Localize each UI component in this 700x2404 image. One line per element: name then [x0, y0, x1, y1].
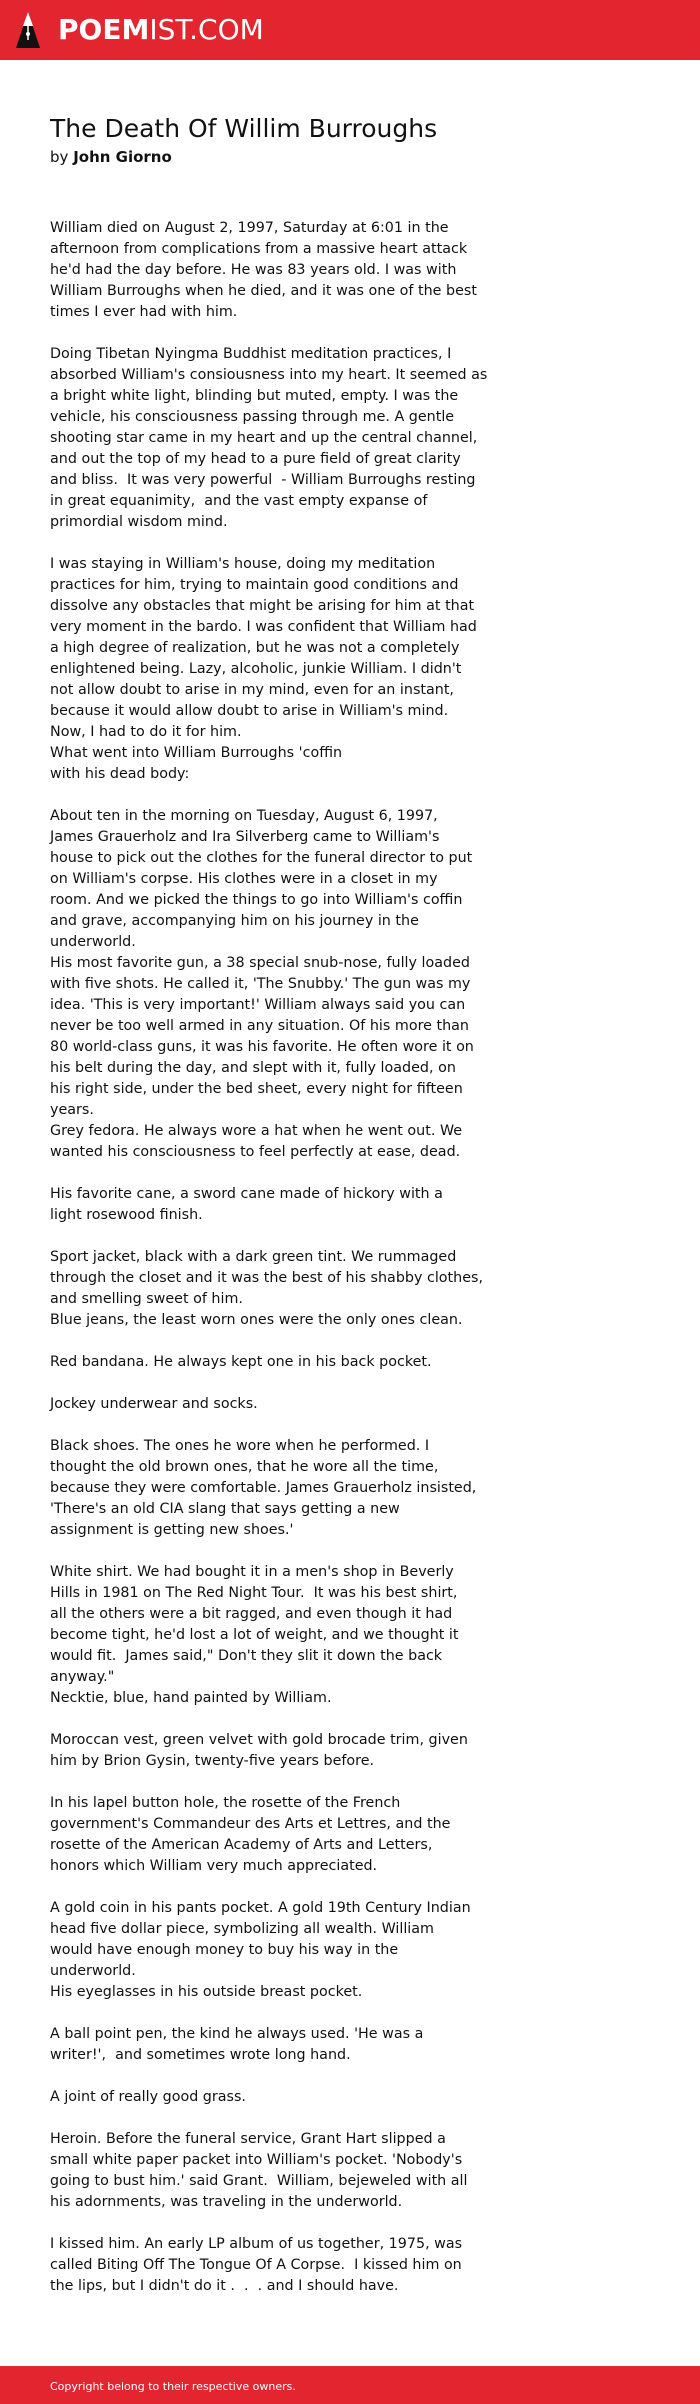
stanza-break [50, 1541, 480, 1562]
copyright-notice: Copyright belong to their respective owners. [50, 2380, 296, 2393]
poem-line: His most favorite gun, a 38 special snub-nose, fully loaded [50, 955, 470, 971]
poem-line: Red bandana. He always kept one in his back pocket. [50, 1354, 432, 1370]
poem-line: years. [50, 1102, 94, 1118]
poem-line: rosette of the American Academy of Arts and Letters, [50, 1837, 433, 1853]
poem-line: William died on August 2, 1997, Saturday at 6:01 in the [50, 220, 449, 236]
poem-line: I kissed him. An early LP album of us together, 1975, was [50, 2236, 463, 2252]
stanza-break [50, 2213, 480, 2234]
stanza-break [50, 2066, 480, 2087]
brand-light: IST.COM [149, 13, 264, 46]
poem-line: all the others were a bit ragged, and even though it had [50, 1606, 453, 1622]
stanza-break [50, 2003, 480, 2024]
poem-line: his belt during the day, and slept with it, fully loaded, on [50, 1060, 456, 1076]
poem-line: Blue jeans, the least worn ones were the only ones clean. [50, 1312, 463, 1328]
poem-line: because it would allow doubt to arise in William's mind. [50, 703, 449, 719]
poem-line: small white paper packet into William's pocket. 'Nobody's [50, 2152, 463, 2168]
poem-line: 80 world-class guns, it was his favorite. He often wore it on [50, 1039, 474, 1055]
poem-line: and bliss. It was very powerful - William Burroughs resting [50, 472, 476, 488]
brand-bold: POEM [58, 13, 150, 46]
poem-line: become tight, he'd lost a lot of weight, and we thought it [50, 1627, 459, 1643]
poem-line: Grey fedora. He always wore a hat when he went out. We [50, 1123, 463, 1139]
author-name: John Giorno [73, 148, 172, 166]
site-header [0, 0, 700, 60]
stanza-break [50, 1373, 480, 1394]
poem-line: Moroccan vest, green velvet with gold brocade trim, given [50, 1732, 468, 1748]
poem-line: through the closet and it was the best of his shabby clothes, [50, 1270, 484, 1286]
poem-line: a high degree of realization, but he was not a completely [50, 640, 460, 656]
poem-body [50, 218, 488, 2297]
poem-line: his adornments, was traveling in the underworld. [50, 2194, 403, 2210]
poem-line: honors which William very much appreciated. [50, 1858, 378, 1874]
poem-line: and out the top of my head to a pure field of great clarity [50, 451, 461, 467]
poem-line: head five dollar piece, symbolizing all wealth. William [50, 1921, 434, 1937]
poem-line: William Burroughs when he died, and it was one of the best [50, 283, 477, 299]
poem-line: would have enough money to buy his way in the [50, 1942, 399, 1958]
stanza-break [50, 1877, 480, 1898]
poem-line: primordial wisdom mind. [50, 514, 228, 530]
poem-line: and grave, accompanying him on his journey in the [50, 913, 419, 929]
stanza-break [50, 785, 480, 806]
poem-line: Jockey underwear and socks. [50, 1396, 258, 1412]
poem-line: Necktie, blue, hand painted by William. [50, 1690, 332, 1706]
stanza-break [50, 1772, 480, 1793]
poem-line: Heroin. Before the funeral service, Grant Hart slipped a [50, 2131, 446, 2147]
pen-nib-icon [14, 10, 42, 50]
poem-line: underworld. [50, 1963, 136, 1979]
poem-line: I was staying in William's house, doing my meditation [50, 556, 436, 572]
poem-line: would fit. James said," Don't they slit it down the back [50, 1648, 443, 1664]
poem-line: government's Commandeur des Arts et Lettres, and the [50, 1816, 451, 1832]
poem-title: The Death Of Willim Burroughs [50, 114, 438, 143]
poem-line: A ball point pen, the kind he always used. 'He was a [50, 2026, 424, 2042]
stanza-break [50, 2108, 480, 2129]
stanza-break [50, 1709, 480, 1730]
stanza-break [50, 533, 480, 554]
poem-line: house to pick out the clothes for the funeral director to put [50, 850, 473, 866]
poem-line: James Grauerholz and Ira Silverberg came to William's [50, 829, 440, 845]
poem-line: him by Brion Gysin, twenty-five years before. [50, 1753, 375, 1769]
poem-line: dissolve any obstacles that might be arising for him at that [50, 598, 475, 614]
poem-line: enlightened being. Lazy, alcoholic, junkie William. I didn't [50, 661, 462, 677]
poem-line: shooting star came in my heart and up the central channel, [50, 430, 478, 446]
poem-line: because they were comfortable. James Grauerholz insisted, [50, 1480, 477, 1496]
poem-line: Hills in 1981 on The Red Night Tour. It was his best shirt, [50, 1585, 458, 1601]
poem-line: 'There's an old CIA slang that says getting a new [50, 1501, 400, 1517]
poem-line: Sport jacket, black with a dark green tint. We rummaged [50, 1249, 457, 1265]
poem-line: White shirt. We had bought it in a men's shop in Beverly [50, 1564, 454, 1580]
byline [50, 148, 172, 166]
stanza-break [50, 1226, 480, 1247]
poem-line: What went into William Burroughs 'coffin [50, 745, 343, 761]
poem-line: afternoon from complications from a massive heart attack [50, 241, 468, 257]
poem-line: Now, I had to do it for him. [50, 724, 242, 740]
site-brand [58, 10, 264, 50]
poem-line: A gold coin in his pants pocket. A gold 19th Century Indian [50, 1900, 471, 1916]
poem-line: called Biting Off The Tongue Of A Corpse. I kissed him on [50, 2257, 462, 2273]
poem-line: room. And we picked the things to go into William's coffin [50, 892, 463, 908]
poem-line: underworld. [50, 934, 136, 950]
poem-line: his right side, under the bed sheet, every night for fifteen [50, 1081, 463, 1097]
poem-line: absorbed William's consiousness into my heart. It seemed as [50, 367, 488, 383]
by-label: by [50, 148, 69, 166]
poem-line: times I ever had with him. [50, 304, 238, 320]
site-logo[interactable] [14, 10, 264, 50]
poem-line: writer!', and sometimes wrote long hand. [50, 2047, 351, 2063]
stanza-break [50, 323, 480, 344]
poem-line: wanted his consciousness to feel perfectly at ease, dead. [50, 1144, 461, 1160]
poem-line: Doing Tibetan Nyingma Buddhist meditation practices, I [50, 346, 452, 362]
poem-line: idea. 'This is very important!' William always said you can [50, 997, 466, 1013]
poem-line: the lips, but I didn't do it . . . and I should have. [50, 2278, 399, 2294]
site-footer [0, 2366, 700, 2404]
poem-line: never be too well armed in any situation. Of his more than [50, 1018, 469, 1034]
poem-line: A joint of really good grass. [50, 2089, 246, 2105]
poem-line: In his lapel button hole, the rosette of the French [50, 1795, 401, 1811]
poem-line: His favorite cane, a sword cane made of hickory with a [50, 1186, 443, 1202]
poem-line: practices for him, trying to maintain good conditions and [50, 577, 459, 593]
poem-line: not allow doubt to arise in my mind, even for an instant, [50, 682, 454, 698]
poem-line: with his dead body: [50, 766, 190, 782]
poem-line: on William's corpse. His clothes were in a closet in my [50, 871, 438, 887]
stanza-break [50, 1163, 480, 1184]
poem-line: he'd had the day before. He was 83 years old. I was with [50, 262, 457, 278]
poem-line: going to bust him.' said Grant. William, bejeweled with all [50, 2173, 468, 2189]
poem-line: light rosewood finish. [50, 1207, 203, 1223]
poem-line: assignment is getting new shoes.' [50, 1522, 294, 1538]
poem-line: a bright white light, blinding but muted, empty. I was the [50, 388, 459, 404]
poem-line: anyway." [50, 1669, 115, 1685]
stanza-break [50, 1331, 480, 1352]
poem-line: thought the old brown ones, that he wore all the time, [50, 1459, 439, 1475]
poem-line: His eyeglasses in his outside breast pocket. [50, 1984, 363, 2000]
poem-line: vehicle, his consciousness passing through me. A gentle [50, 409, 455, 425]
poem-line: About ten in the morning on Tuesday, August 6, 1997, [50, 808, 438, 824]
poem-line: and smelling sweet of him. [50, 1291, 243, 1307]
poem-line: with five shots. He called it, 'The Snubby.' The gun was my [50, 976, 471, 992]
stanza-break [50, 1415, 480, 1436]
poem-line: in great equanimity, and the vast empty expanse of [50, 493, 428, 509]
poem-line: very moment in the bardo. I was confident that William had [50, 619, 477, 635]
poem-line: Black shoes. The ones he wore when he performed. I [50, 1438, 430, 1454]
